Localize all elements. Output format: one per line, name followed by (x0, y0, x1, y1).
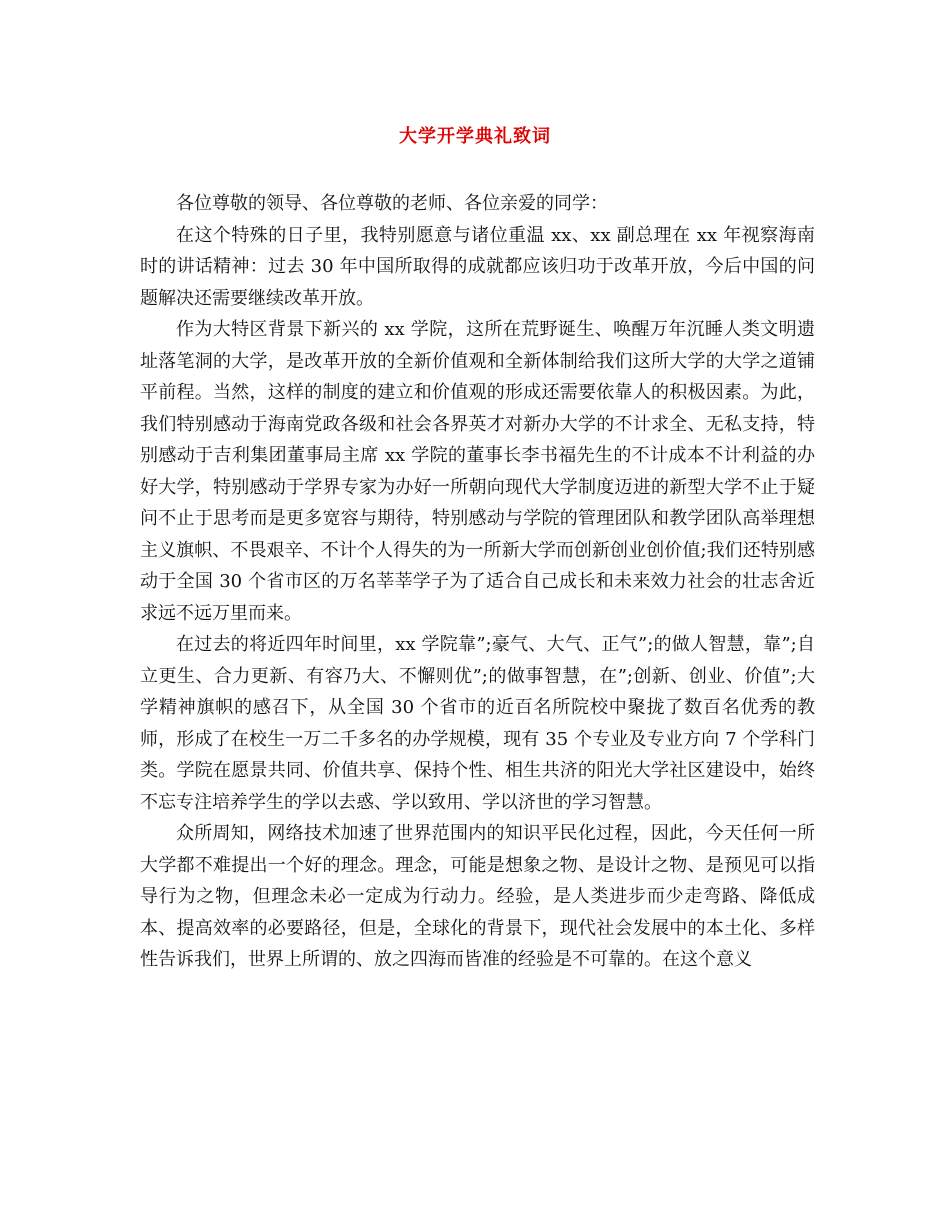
body-paragraph: 众所周知，网络技术加速了世界范围内的知识平民化过程，因此，今天任何一所大学都不难提出一个好的理念。理念，可能是想象之物、是设计之物、是预见可以指导行为之物，但理念未必一定成为行动力。经验，是人类进步而少走弯路、降低成本、提高效率的必要路径，但是，全球化的背景下，现代社会发展中的本土化、多样性告诉我们，世界上所谓的、放之四海而皆准的经验是不可靠的。在这个意义 (140, 823, 815, 970)
body-paragraph: 在这个特殊的日子里，我特别愿意与诸位重温 xx、xx 副总理在 xx 年视察海南时的讲话精神：过去 30 年中国所取得的成就都应该归功于改革开放，今后中国的问题解决还需要继续改革开放。 (140, 224, 815, 309)
body-paragraph: 作为大特区背景下新兴的 xx 学院，这所在荒野诞生、唤醒万年沉睡人类文明遗址落笔洞的大学，是改革开放的全新价值观和全新体制给我们这所大学的大学之道铺平前程。当然，这样的制度的建立和价值观的形成还需要依靠人的积极因素。为此，我们特别感动于海南党政各级和社会各界英才对新办大学的不计求全、无私支持，特别感动于吉利集团董事局主席 xx 学院的董事长李书福先生的不计成本不计利益的办好大学，特别感动于学界专家为办好一所朝向现代大学制度迈进的新型大学不止于疑问不止于思考而是更多宽容与期待，特别感动与学院的管理团队和教学团队高举理想主义旗帜、不畏艰辛、不计个人得失的为一所新大学而创新创业创价值;我们还特别感动于全国 30 个省市区的万名莘莘学子为了适合自己成长和未来效力社会的壮志舍近求远不远万里而来。 (140, 319, 815, 624)
document-title: 大学开学典礼致词 (399, 126, 551, 147)
body-paragraph: 在过去的将近四年时间里，xx 学院靠”;豪气、大气、正气”;的做人智慧，靠”;自立更生、合力更新、有容乃大、不懈则优”;的做事智慧，在”;创新、创业、价值”;大学精神旗帜的感召下，从全国 30 个省市的近百名所院校中聚拢了数百名优秀的教师，形成了在校生一万二千多名的办学规模，现有 35 个专业及专业方向 7 个学科门类。学院在愿景共同、价值共享、保持个性、相生共济的阳光大学社区建设中，始终不忘专注培养学生的学以去惑、学以致用、学以济世的学习智慧。 (140, 634, 815, 813)
salutation-paragraph: 各位尊敬的领导、各位尊敬的老师、各位亲爱的同学： (176, 193, 608, 214)
document-body (140, 188, 815, 976)
